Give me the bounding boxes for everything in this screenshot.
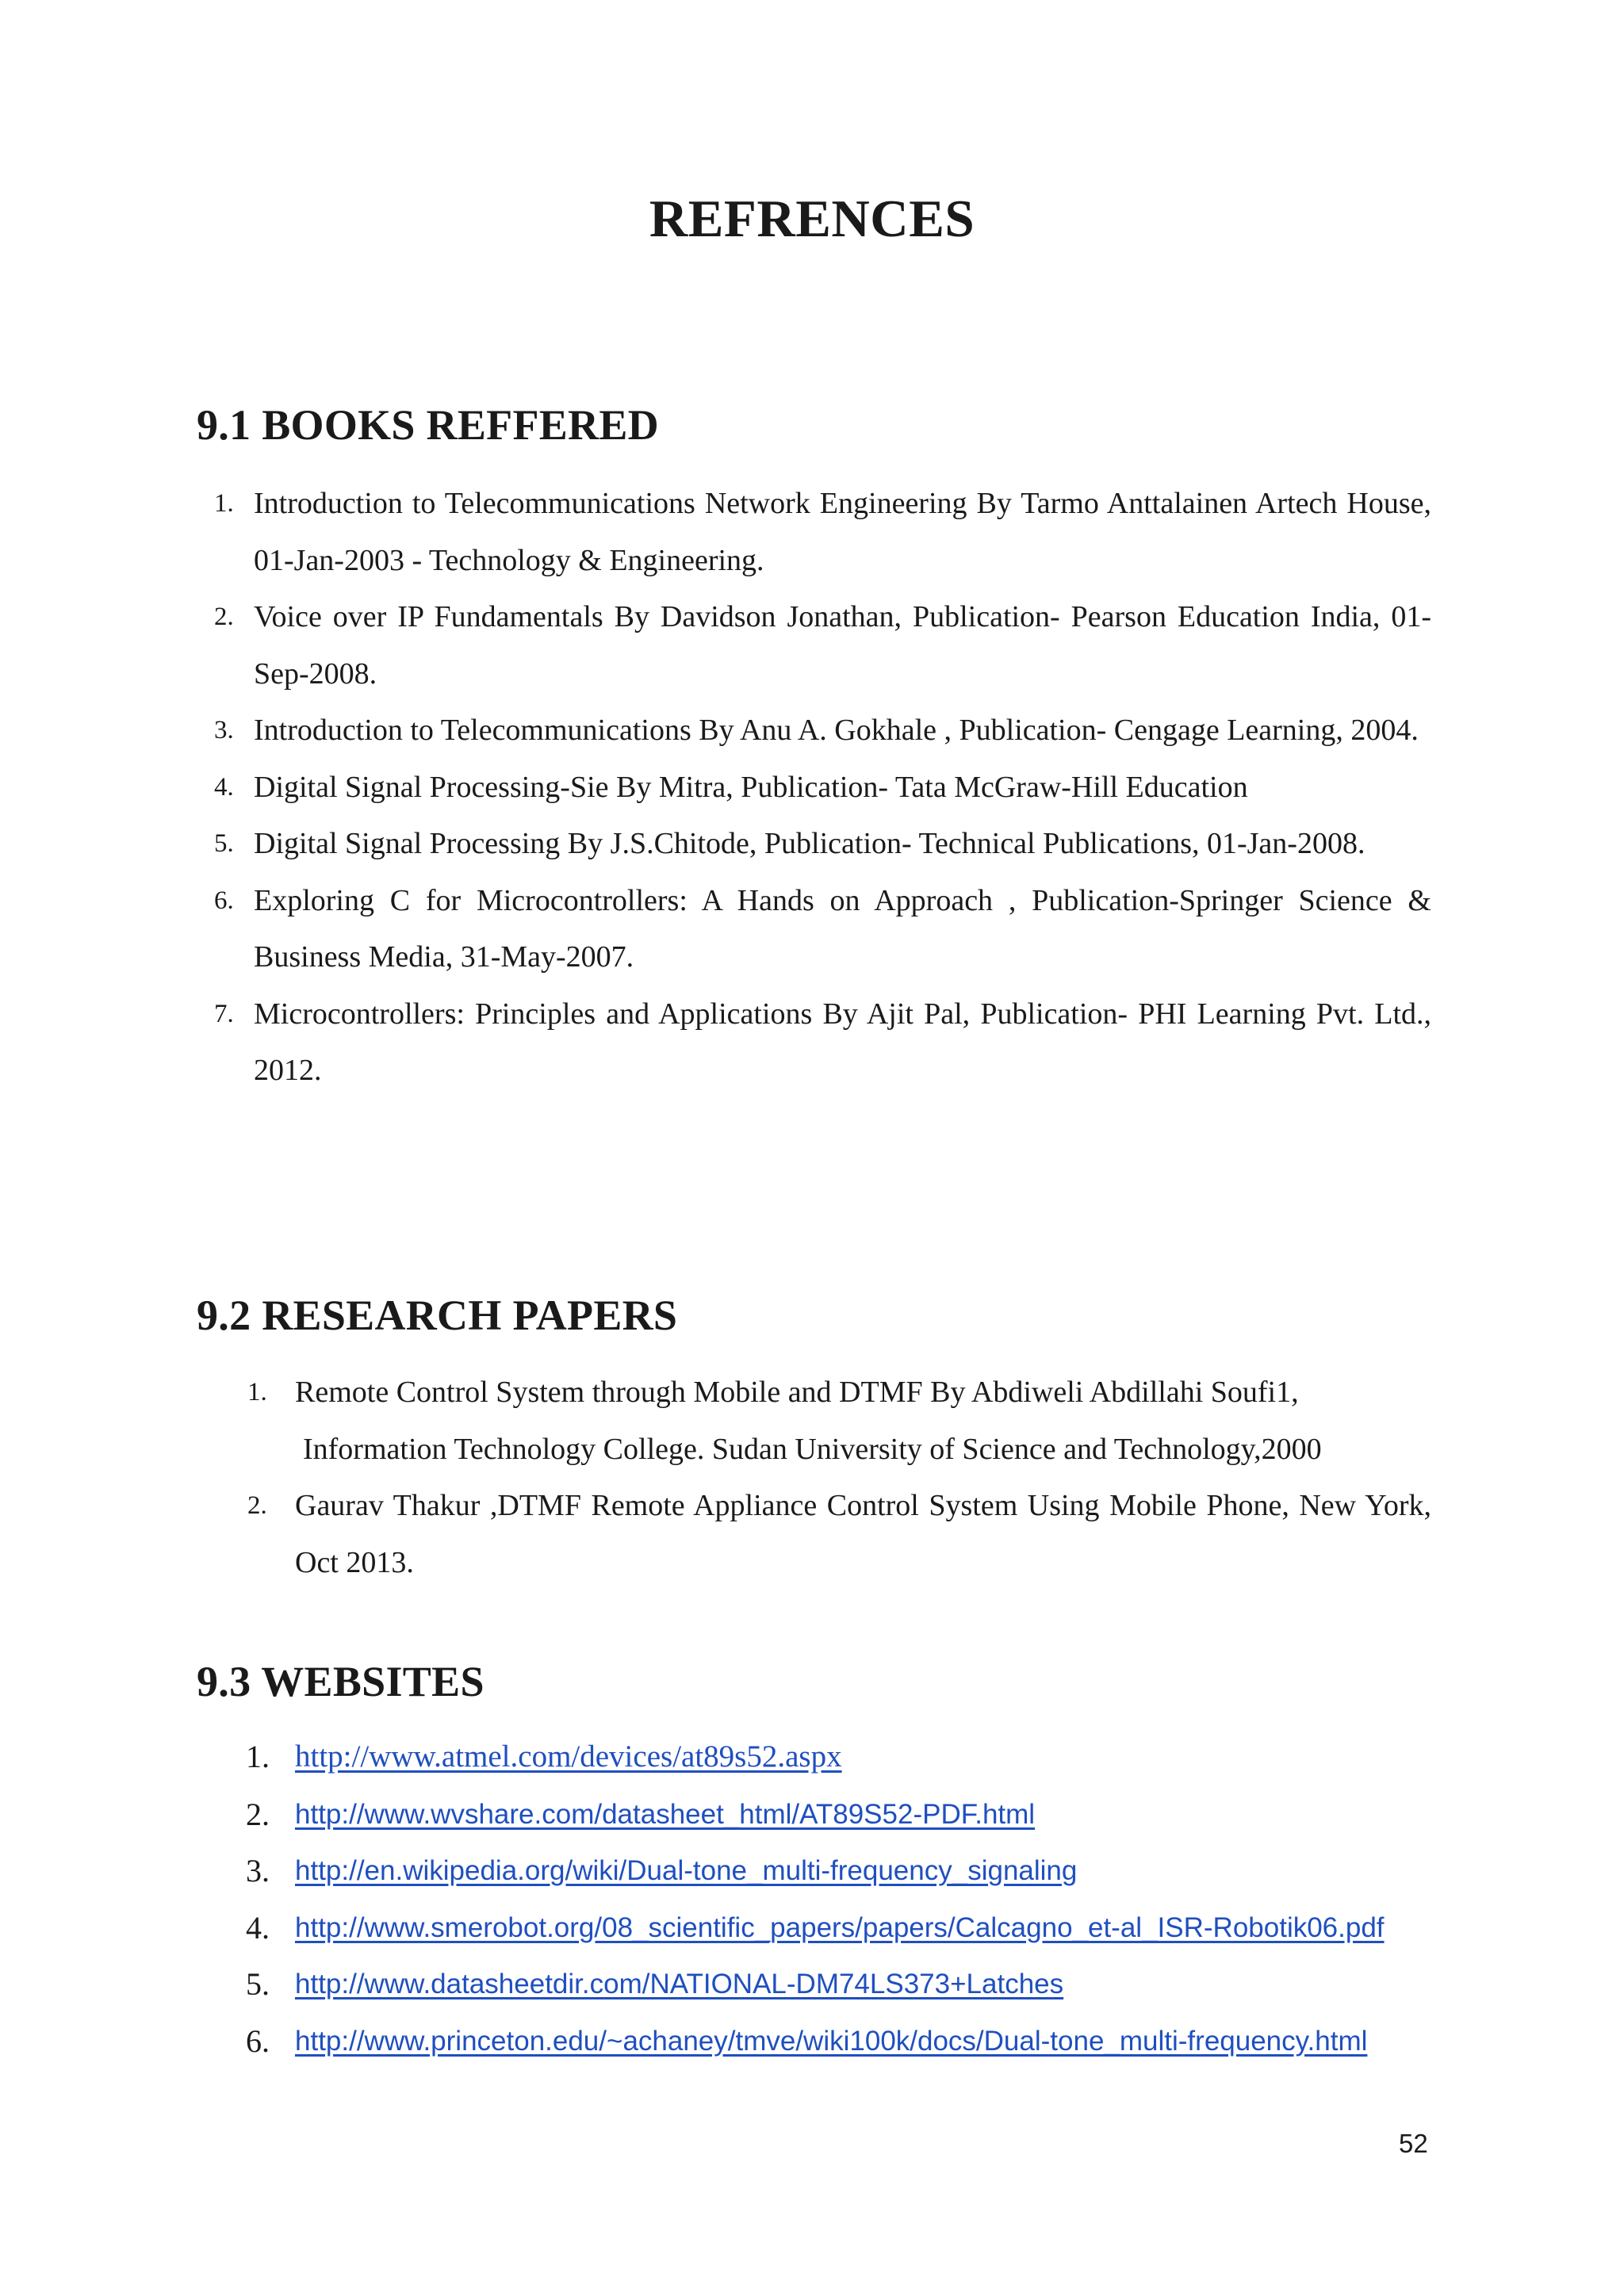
books-list bbox=[214, 476, 1431, 1100]
paper-item-text-continued: Information Technology College. Sudan University of Science and Technology,2000 bbox=[303, 1432, 1322, 1466]
website-item bbox=[246, 1728, 1461, 1786]
website-item bbox=[246, 1956, 1461, 2013]
book-item bbox=[214, 986, 1431, 1100]
book-item-number: 2. bbox=[214, 603, 234, 631]
website-item bbox=[246, 1843, 1461, 1900]
websites-list bbox=[246, 1728, 1461, 2069]
website-item-number: 3. bbox=[246, 1853, 270, 1888]
book-item bbox=[214, 702, 1431, 760]
book-item-text: Digital Signal Processing-Sie By Mitra, Publication- Tata McGraw-Hill Education bbox=[254, 770, 1248, 804]
website-link[interactable]: http://www.atmel.com/devices/at89s52.aspx bbox=[295, 1739, 842, 1774]
website-link[interactable]: http://www.smerobot.org/08_scientific_papers/papers/Calcagno_et-al_ISR-Robotik06.pdf bbox=[295, 1911, 1385, 1943]
book-item bbox=[214, 760, 1431, 817]
book-item bbox=[214, 816, 1431, 873]
page-title: REFRENCES bbox=[649, 189, 975, 248]
website-item-number: 4. bbox=[246, 1909, 270, 1946]
book-item bbox=[214, 873, 1431, 986]
paper-item bbox=[247, 1364, 1431, 1478]
book-item-text: Voice over IP Fundamentals By Davidson Jonathan, Publication- Pearson Education India, 01-Sep-2008. bbox=[254, 600, 1431, 691]
book-item-text: Introduction to Telecommunications Network Engineering By Tarmo Anttalainen Artech House, 01-Jan-2003 - Technology & Engineering. bbox=[254, 487, 1431, 577]
websites-heading: 9.3 WEBSITES bbox=[197, 1658, 485, 1705]
book-item-number: 4. bbox=[214, 772, 234, 802]
book-item-text: Introduction to Telecommunications By Anu A. Gokhale , Publication- Cengage Learning, 2004. bbox=[254, 714, 1419, 747]
paper-item-number: 2. bbox=[247, 1491, 267, 1520]
website-item-number: 2. bbox=[246, 1796, 270, 1832]
book-item bbox=[214, 589, 1431, 702]
book-item bbox=[214, 476, 1431, 589]
paper-item-text: Remote Control System through Mobile and DTMF By Abdiweli Abdillahi Soufi1, bbox=[295, 1376, 1299, 1409]
papers-list bbox=[247, 1364, 1431, 1591]
book-item-number: 7. bbox=[214, 999, 234, 1028]
website-link[interactable]: http://www.wvshare.com/datasheet_html/AT89S52-PDF.html bbox=[295, 1798, 1036, 1830]
book-item-number: 5. bbox=[214, 829, 234, 858]
book-item-number: 1. bbox=[214, 489, 234, 518]
paper-item-text: Gaurav Thakur ,DTMF Remote Appliance Control System Using Mobile Phone, New York, Oct 2013. bbox=[295, 1489, 1431, 1579]
website-item-number: 6. bbox=[246, 2022, 270, 2059]
page-number: 52 bbox=[1399, 2129, 1428, 2158]
website-link[interactable]: http://en.wikipedia.org/wiki/Dual-tone_multi-frequency_signaling bbox=[295, 1855, 1078, 1886]
papers-heading: 9.2 RESEARCH PAPERS bbox=[197, 1292, 678, 1339]
paper-item bbox=[247, 1478, 1431, 1591]
website-item bbox=[246, 1900, 1461, 1957]
website-item-number: 5. bbox=[246, 1966, 270, 2002]
book-item-text: Digital Signal Processing By J.S.Chitode, Publication- Technical Publications, 01-Jan-2008. bbox=[254, 827, 1365, 860]
website-item bbox=[246, 2013, 1461, 2070]
book-item-number: 3. bbox=[214, 716, 234, 744]
website-link[interactable]: http://www.princeton.edu/~achaney/tmve/wiki100k/docs/Dual-tone_multi-frequency.html bbox=[295, 2025, 1368, 2057]
book-item-number: 6. bbox=[214, 886, 234, 915]
website-item-number: 1. bbox=[246, 1739, 270, 1774]
book-item-text: Microcontrollers: Principles and Applications By Ajit Pal, Publication- PHI Learning Pvt. Ltd., 2012. bbox=[254, 997, 1431, 1087]
website-item bbox=[246, 1786, 1461, 1843]
book-item-text: Exploring C for Microcontrollers: A Hands on Approach , Publication-Springer Science & Business Media, 31-May-2007. bbox=[254, 883, 1431, 974]
website-link[interactable]: http://www.datasheetdir.com/NATIONAL-DM74LS373+Latches bbox=[295, 1969, 1064, 1999]
paper-item-number: 1. bbox=[247, 1378, 267, 1406]
books-heading: 9.1 BOOKS REFFERED bbox=[197, 401, 659, 449]
